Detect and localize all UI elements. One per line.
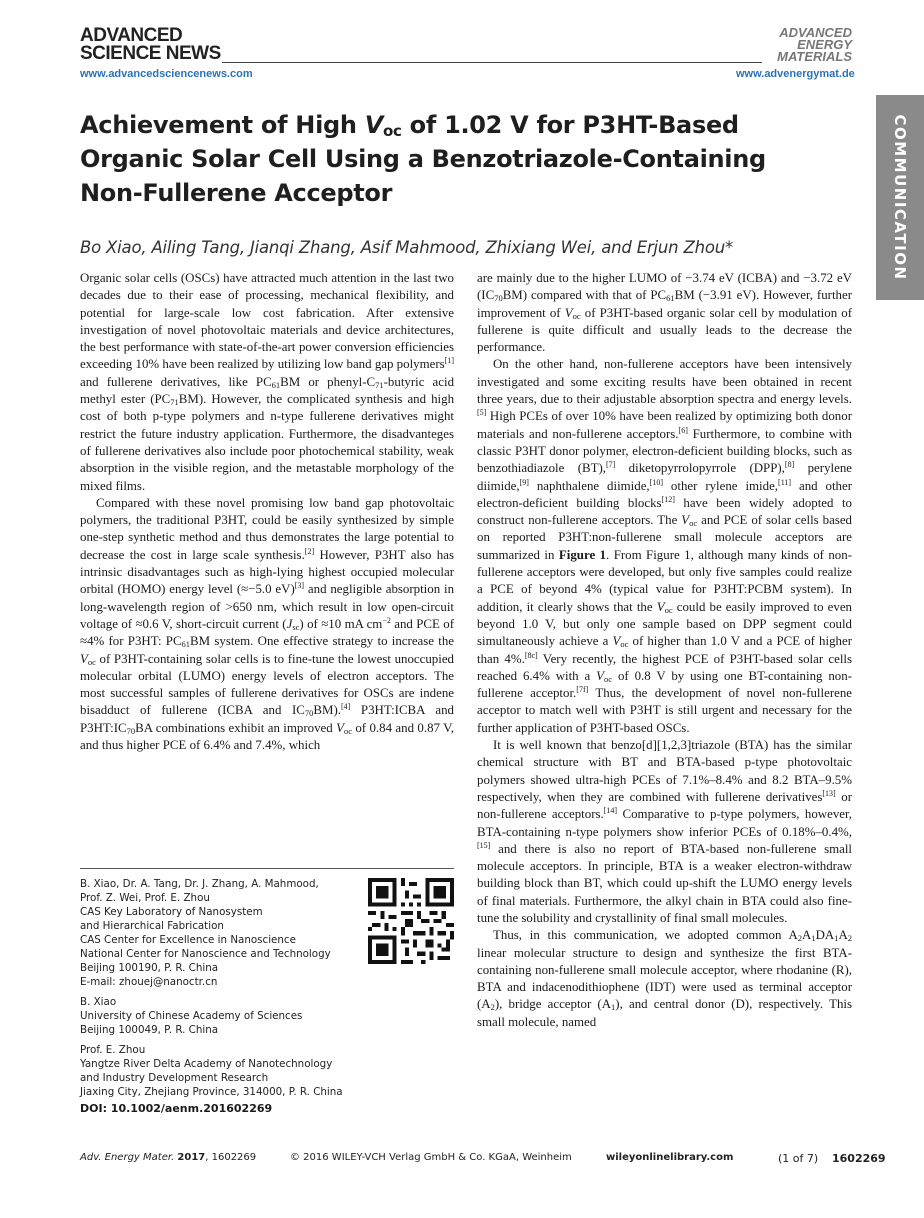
affiliation-line: Beijing 100049, P. R. China xyxy=(80,1024,219,1036)
paragraph: Thus, in this communication, we adopted common $A_2A_1DA_1A_2$ linear molecular structure to design and synthesize the first BTA-containing non-fullerene small molecule acceptor, where rhodanine (R), BTA and indacenodithiophene (IDT) were used as terminal acceptor $(A_2)$, bridge acceptor $(A_1)$, and central donor (D), respectively. This small molecule, named xyxy=(477,928,852,1029)
affiliation-line: CAS Center for Excellence in Nanoscience xyxy=(80,934,296,946)
affiliation-line: CAS Key Laboratory of Nanosystem xyxy=(80,906,263,918)
author-list: Bo Xiao, Ailing Tang, Jianqi Zhang, Asif Mahmood, Zhixiang Wei, and Erjun Zhou* xyxy=(80,238,734,257)
affiliation-line: B. Xiao, Dr. A. Tang, Dr. J. Zhang, A. Mahmood, xyxy=(80,878,319,890)
page-footer xyxy=(80,1152,886,1168)
journal-citation xyxy=(80,1152,256,1163)
journal-year: 2017 xyxy=(177,1152,206,1163)
body-column-right xyxy=(477,270,852,1031)
header-rule xyxy=(222,62,762,63)
affiliation-block xyxy=(80,877,365,989)
affiliation-line: B. Xiao xyxy=(80,996,117,1008)
affiliation-line: Jiaxing City, Zhejiang Province, 314000, P. R. China xyxy=(80,1086,343,1098)
doi-link[interactable]: DOI: 10.1002/aenm.201602269 xyxy=(80,1102,273,1115)
logo-line-3: MATERIALS xyxy=(777,49,852,64)
section-tab-label: COMMUNICATION xyxy=(891,114,909,281)
article-title xyxy=(80,108,780,210)
affiliation-line: Beijing 100190, P. R. China xyxy=(80,962,219,974)
title-voc-v: V xyxy=(364,111,384,139)
advanced-science-news-logo xyxy=(80,27,221,63)
affiliation-line: Yangtze River Delta Academy of Nanotechnology xyxy=(80,1058,333,1070)
article-number: 1602269 xyxy=(832,1152,886,1165)
advanced-energy-materials-logo xyxy=(768,27,852,63)
paragraph: are mainly due to the higher LUMO of −3.74 eV (ICBA) and −3.72 eV $(IC_{70}BM)$ compared with that of $PC_{61}BM$ (−3.91 eV). However, further improvement of $V_{oc}$ of P3HT-based organic solar cell by modulation of fullerene is quite difficult and usually leads to the decrease the performance. xyxy=(477,271,853,355)
body-column-left xyxy=(80,270,454,754)
qr-code-icon[interactable] xyxy=(368,878,454,964)
affiliation-line: Prof. E. Zhou xyxy=(80,1044,146,1056)
page-indicator: (1 of 7) xyxy=(778,1152,819,1165)
affiliation-line: Prof. Z. Wei, Prof. E. Zhou xyxy=(80,892,210,904)
left-website-link[interactable]: www.advancedsciencenews.com xyxy=(80,68,253,80)
title-text-2: of 1.02 V for P3HT-Based Organic Solar Cell Using a Benzotriazole-Containing Non-Fullerene Acceptor xyxy=(80,111,766,207)
journal-id: , 1602269 xyxy=(205,1152,257,1163)
affiliation-line: and Hierarchical Fabrication xyxy=(80,920,224,932)
right-website-link[interactable]: www.advenergymat.de xyxy=(736,68,855,80)
logo-line-1: ADVANCED xyxy=(80,25,183,46)
affiliation-rule xyxy=(80,868,454,869)
title-text-1: Achievement of High xyxy=(80,111,365,139)
logo-line-2: ENERGY xyxy=(797,37,852,52)
logo-line-2: SCIENCE NEWS xyxy=(80,43,221,64)
section-tab xyxy=(876,95,924,300)
paragraph: On the other hand, non-fullerene acceptors have been intensively investigated and some exciting results have been obtained in recent three years, due to their adjustable absorption spectra and energy levels.[5] High PCEs of over 10% have been realized by optimizing both donor materials and non-fullerene acceptors.[6] Furthermore, to combine with classic P3HT donor polymer, electron-deficient building blocks, such as benzothiadiazole (BT),[7] diketopyrrolopyrrole (DPP),[8] perylene diimide,[9] naphthalene diimide,[10] other rylene imide,[11] and other electron-deficient building blocks[12] have been widely adopted to construct non-fullerene acceptors. The $V_{oc}$ and PCE of solar cells based on reported P3HT:non-fullerene small molecule acceptors are summarized in Figure 1. From Figure 1, although many kinds of non-fullerene acceptors were developed, but only five samples could realize a PCE of beyond 4% (typical value for P3HT:PCBM system). In addition, it clearly shows that the $V_{oc}$ could be easily improved to even beyond 1.0 V, but only one sample based on DPP segment could simultaneously achieve a $V_{oc}$ of higher than 1.0 V and a PCE of higher than 4%.[8c] Very recently, the highest PCE of P3HT-based solar cells reached 6.4% with a $V_{oc}$ of 0.8 V by using one BT-containing non-fullerene acceptor.[7f] Thus, the development of novel non-fullerene acceptor to match well with P3HT is still urgent and necessary for the further application of P3HT-based OSCs. xyxy=(477,357,853,735)
affiliation-line: University of Chinese Academy of Sciences xyxy=(80,1010,303,1022)
paragraph: It is well known that benzo[d][1,2,3]triazole (BTA) has the similar chemical structure with BT and BTA-based p-type photovoltaic polymers showed ultra-high PCEs of 7.1%–8.4% and 8.2 BTA–9.5% respectively, when they are combined with fullerene derivatives[13] or non-fullerene acceptors.[14] Comparative to p-type polymers, however, BTA-containing n-type polymers show inferior PCEs of 0.18%–0.4%,[15] and there is also no report of BTA-based non-fullerene small molecule acceptors. In principle, BTA is a weaker electron-withdraw building block than BT, which could up-shift the LUMO energy levels of final materials. Furthermore, the alkyl chain in BTA could also fine-tune the solubility and crystallinity of final small molecules. xyxy=(477,738,853,925)
paragraph: Organic solar cells (OSCs) have attracted much attention in the last two decades due to their ease of processing, mechanical flexibility, and potential for large-scale low cost fabrication. After extensive investigation of novel photovoltaic materials and device architectures, the best performance with state-of-the-art power conversion efficiencies exceeding 10% have been realized by utilizing low band gap polymers[1] and fullerene derivatives, like $PC_{61}BM$ or phenyl-$C_{71}$-butyric acid methyl ester $(PC_{71}BM)$. However, the complicated synthesis and high cost of both p-type polymers and n-type fullerene derivatives might restrict the future industry application. Furthermore, the disadvanteges of fullerene derivatives also include poor photochemical stability, weak absorption in the visible region, and the metastable morphology of the mixed films. xyxy=(80,271,455,493)
affiliation-line: and Industry Development Research xyxy=(80,1072,269,1084)
logo-line-1: ADVANCED xyxy=(779,25,852,40)
copyright-notice: © 2016 WILEY-VCH Verlag GmbH & Co. KGaA, Weinheim xyxy=(290,1152,572,1163)
publisher-site-link[interactable]: wileyonlinelibrary.com xyxy=(606,1152,734,1163)
affiliation-block xyxy=(80,1043,365,1099)
paragraph: Compared with these novel promising low band gap photovoltaic polymers, the traditional P3HT, could be easily synthesized by simple one-step synthetic method and thus demonstrates the large potential to decrease the cost in large scale synthesis.[2] However, P3HT also has intrinsic disadvantages such as high-lying highest occupied molecular orbital (HOMO) energy level (≈−5.0 eV)[3] and negligible absorption in long-wavelength region of >650 nm, which result in low open-circuit voltage of ≈0.6 V, short-circuit current $(J_{sc})$ of ≈10 mA $cm^{-2}$ and PCE of ≈4% for P3HT: $PC_{61}BM$ system. One effective strategy to increase the $V_{oc}$ of P3HT-containing solar cells is to fine-tune the lowest unoccupied molecular orbital (LUMO) energy levels of electron acceptors. The most successful samples of fullerene derivatives for OSCs are indene bisadduct of fullerene (ICBA and $IC_{70}BM).[4]$ P3HT:ICBA and $P3HT:IC_{70}BA$ combinations exhibit an improved $V_{oc}$ of 0.84 and 0.87 V, and thus higher PCE of 6.4% and 7.4%, which xyxy=(80,495,455,753)
email-link[interactable]: E-mail: zhouej@nanoctr.cn xyxy=(80,976,218,988)
affiliations xyxy=(80,877,365,1105)
affiliation-line: National Center for Nanoscience and Technology xyxy=(80,948,331,960)
affiliation-block xyxy=(80,995,365,1037)
journal-name: Adv. Energy Mater. xyxy=(80,1152,175,1163)
title-voc-sub: oc xyxy=(383,122,402,140)
